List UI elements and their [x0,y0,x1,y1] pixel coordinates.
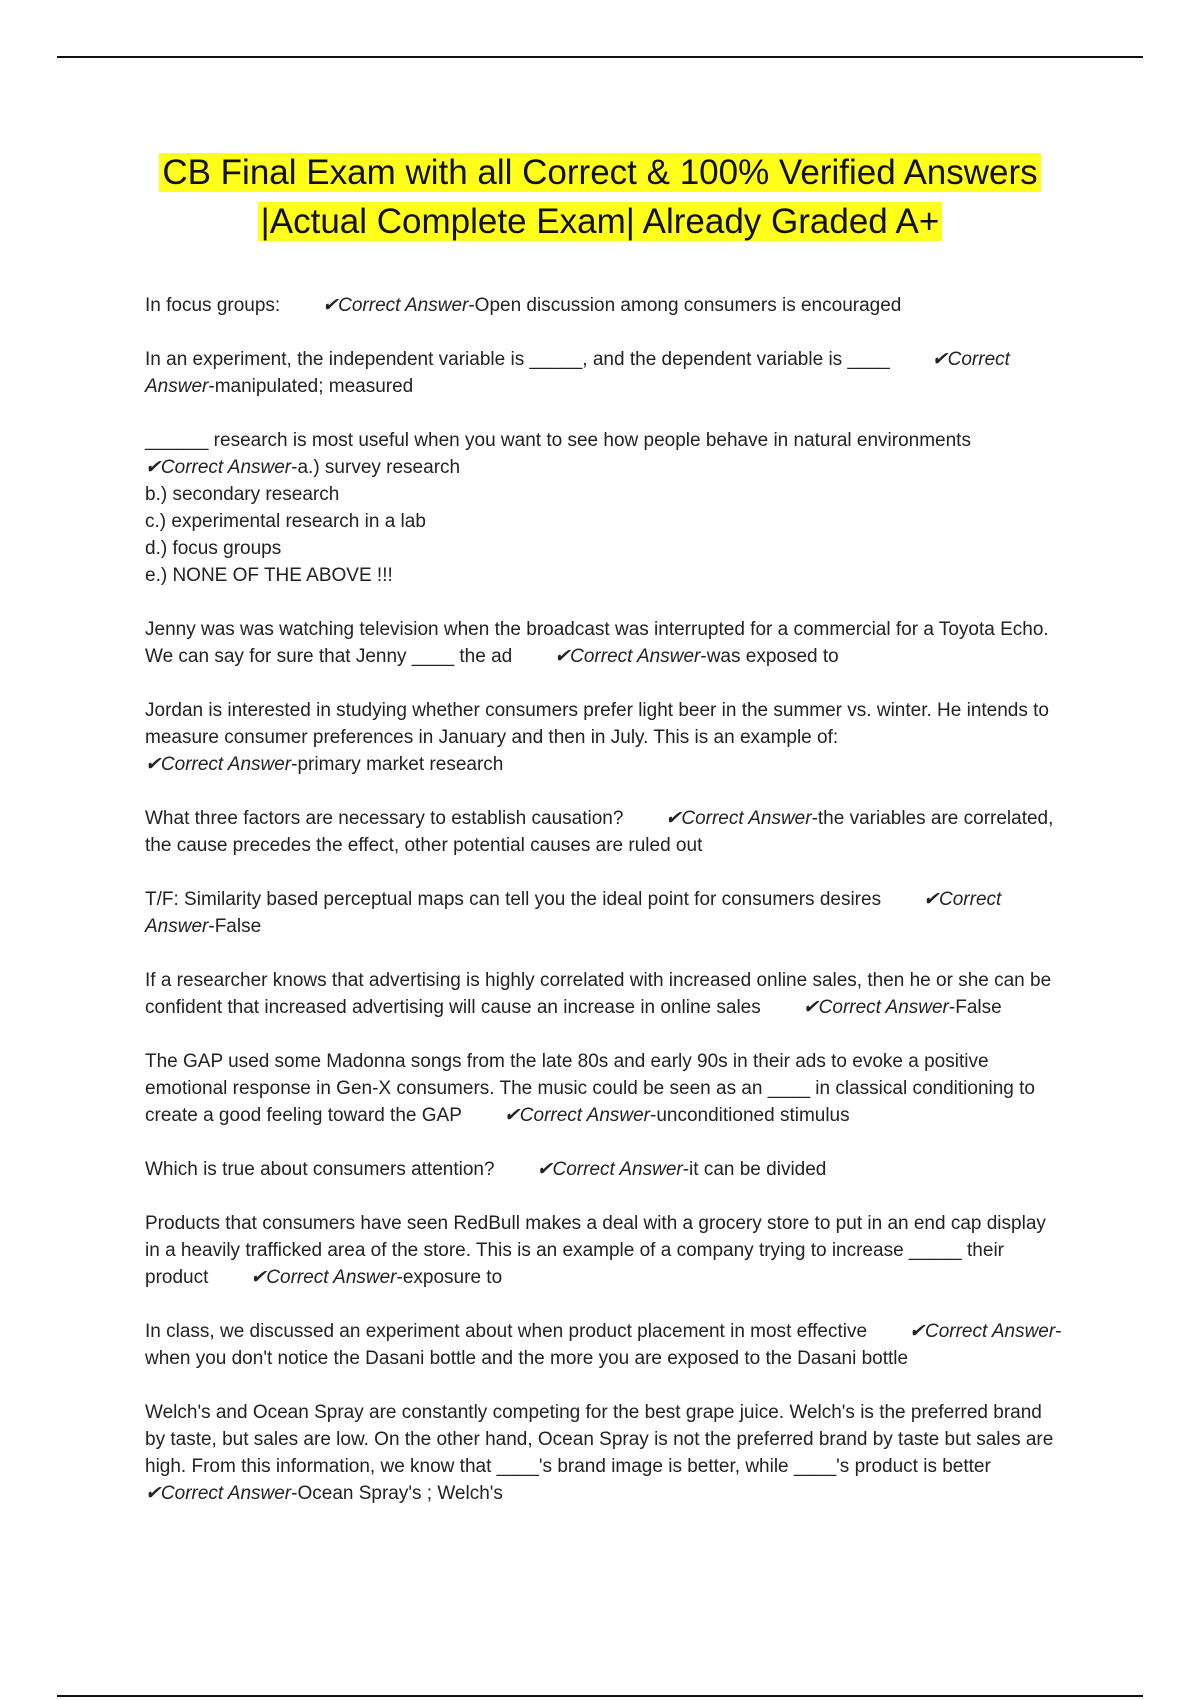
qa-item: ______ research is most useful when you want to see how people behave in natural environments ✔Correct Answer-a.) survey research b.) secondary research c.) experimental research in a lab d.) focus groups e.) NONE OF THE ABOVE !!! [145,427,1065,589]
title-line-2: |Actual Complete Exam| Already Graded A+ [258,202,943,241]
answer-text: a.) survey research [297,457,461,478]
question-text: Jordan is interested in studying whether consumers prefer light beer in the summer vs. winter. He intends to measure consumer preferences in January and then in July. This is an example of: [145,700,1049,748]
title-line-1: CB Final Exam with all Correct & 100% Verified Answers [159,153,1040,192]
question-text: Which is true about consumers attention? [145,1159,495,1180]
option-text: b.) secondary research [145,484,340,505]
question-text: Products that consumers have seen RedBull makes a deal with a grocery store to put in an end cap display in a heavily trafficked area of the store. This is an example of a company trying to increase _____ their product [145,1213,1046,1288]
answer-marker: ✔Correct Answer [145,1483,292,1504]
answer-marker: ✔Correct Answer [145,754,292,775]
qa-item: Welch's and Ocean Spray are constantly competing for the best grape juice. Welch's is the preferred brand by taste, but sales are low. On the other hand, Ocean Spray is not the preferred brand by taste but sales are high. From this information, we know that ____'s brand image is better, while ____'s product is better✔Correct Answer-Ocean Spray's ; Welch's [145,1402,1054,1504]
qa-item: What three factors are necessary to establish causation? ✔Correct Answer-the variables are correlated, the cause precedes the effect, other potential causes are ruled out [145,808,1054,856]
qa-item: In an experiment, the independent variable is _____, and the dependent variable is ____ ✔Correct Answer-manipulated; measured [145,349,1010,397]
answer-marker: ✔Correct Answer [802,997,949,1018]
answer-text: Open discussion among consumers is encouraged [474,295,902,316]
qa-item: Which is true about consumers attention? ✔Correct Answer-it can be divided [145,1159,827,1180]
answer-text: the variables are correlated, the cause precedes the effect, other potential causes are ruled out [145,808,1054,856]
question-text: If a researcher knows that advertising is highly correlated with increased online sales, then he or she can be confident that increased advertising will cause an increase in online sales [145,970,1052,1018]
answer-text: it can be divided [689,1159,827,1180]
answer-marker: ✔Correct Answer [665,808,812,829]
answer-marker: ✔Correct Answer [909,1321,1056,1342]
question-text: T/F: Similarity based perceptual maps can tell you the ideal point for consumers desires [145,889,882,910]
answer-text: manipulated; measured [214,376,414,397]
question-text: ______ research is most useful when you want to see how people behave in natural environments [145,430,971,451]
qa-item: The GAP used some Madonna songs from the late 80s and early 90s in their ads to evoke a positive emotional response in Gen-X consumers. The music could be seen as an ____ in classical conditioning to create a good feeling toward the GAP ✔Correct Answer-unconditioned stimulus [145,1051,1035,1126]
answer-text: was exposed to [706,646,839,667]
qa-item: In focus groups: ✔Correct Answer-Open discussion among consumers is encouraged [145,295,902,316]
bottom-rule [57,1695,1143,1697]
qa-item: In class, we discussed an experiment about when product placement in most effective ✔Correct Answer-when you don't notice the Dasani bottle and the more you are exposed to the Dasani bottle [145,1321,1062,1369]
question-text: In an experiment, the independent variable is _____, and the dependent variable is ____ [145,349,890,370]
answer-text: unconditioned stimulus [656,1105,850,1126]
answer-marker: ✔Correct Answer [145,889,1002,937]
qa-item: Products that consumers have seen RedBull makes a deal with a grocery store to put in an end cap display in a heavily trafficked area of the store. This is an example of a company trying to increase _____ their product ✔Correct Answer-exposure to [145,1213,1046,1288]
question-text: In class, we discussed an experiment about when product placement in most effective [145,1321,868,1342]
question-text: Jenny was was watching television when the broadcast was interrupted for a commercial for a Toyota Echo. We can say for sure that Jenny ____ the ad [145,619,1049,667]
answer-marker: ✔Correct Answer [322,295,469,316]
qa-item: T/F: Similarity based perceptual maps can tell you the ideal point for consumers desires ✔Correct Answer-False [145,889,1002,937]
answer-marker: ✔Correct Answer [536,1159,683,1180]
answer-marker: ✔Correct Answer [250,1267,397,1288]
option-text: e.) NONE OF THE ABOVE !!! [145,565,393,586]
question-text: What three factors are necessary to establish causation? [145,808,624,829]
answer-text: False [955,997,1002,1018]
qa-list [145,292,1065,1534]
answer-text: primary market research [297,754,504,775]
option-text: d.) focus groups [145,538,282,559]
question-text: In focus groups: [145,295,281,316]
answer-text: exposure to [402,1267,503,1288]
answer-text: when you don't notice the Dasani bottle and the more you are exposed to the Dasani bottle [145,1348,909,1369]
answer-marker: ✔Correct Answer [554,646,701,667]
option-text: c.) experimental research in a lab [145,511,426,532]
question-text: The GAP used some Madonna songs from the late 80s and early 90s in their ads to evoke a positive emotional response in Gen-X consumers. The music could be seen as an ____ in classical conditioning to create a good feeling toward the GAP [145,1051,1035,1126]
qa-item: Jenny was was watching television when the broadcast was interrupted for a commercial for a Toyota Echo. We can say for sure that Jenny ____ the ad ✔Correct Answer-was exposed to [145,619,1049,667]
question-text: Welch's and Ocean Spray are constantly competing for the best grape juice. Welch's is the preferred brand by taste, but sales are low. On the other hand, Ocean Spray is not the preferred brand by taste but sales are high. From this information, we know that ____'s brand image is better, while ____'s product is better [145,1402,1054,1477]
document-title [100,148,1100,246]
answer-marker: ✔Correct Answer [503,1105,651,1126]
top-rule [57,56,1143,58]
answer-text: Ocean Spray's ; Welch's [297,1483,503,1504]
qa-item: If a researcher knows that advertising is highly correlated with increased online sales, then he or she can be confident that increased advertising will cause an increase in online sales ✔Correct Answer-False [145,970,1052,1018]
answer-marker: ✔Correct Answer [145,349,1010,397]
answer-text: False [214,916,262,937]
answer-marker: ✔Correct Answer [145,457,292,478]
qa-item: Jordan is interested in studying whether consumers prefer light beer in the summer vs. winter. He intends to measure consumer preferences in January and then in July. This is an example of: ✔Correct Answer-primary market research [145,697,1065,778]
